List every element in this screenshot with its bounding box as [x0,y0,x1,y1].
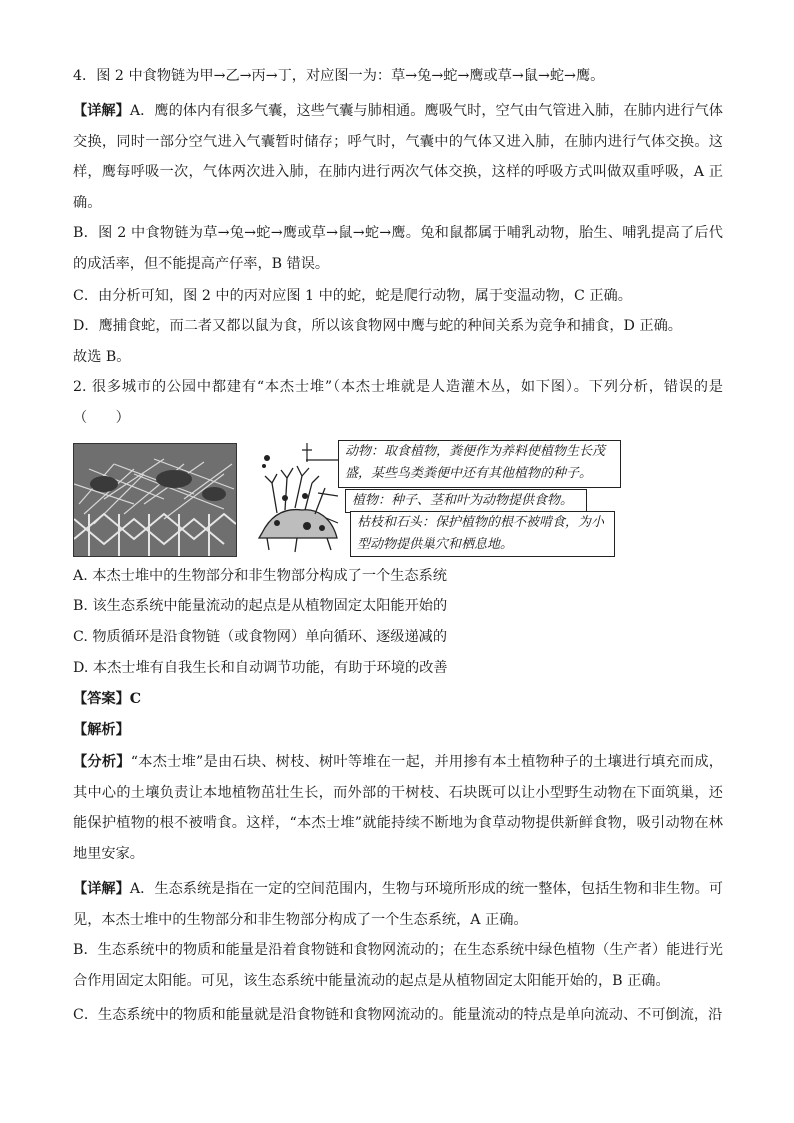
paragraph-detail-2a [73,874,723,935]
analysis-heading: 【解析】 [73,722,130,738]
paragraph-conclusion: 故选 B。 [73,349,131,365]
text-detail-2a: A．生态系统是指在一定的空间范围内，生物与环境所形成的统一整体，包括生物和非生物。可见，本杰士堆中的生物部分和非生物部分构成了一个生态系统，A 正确。 [73,881,723,928]
callout-plants: 植物：种子、茎和叶为动物提供食物。 [345,489,587,513]
paragraph-detail-d: D．鹰捕食蛇，而二者又都以鼠为食，所以该食物网中鹰与蛇的种间关系为竞争和捕食，D 正确。 [73,318,682,334]
paragraph-food-chain: 4．图 2 中食物链为甲→乙→丙→丁，对应图一为：草→兔→蛇→鹰或草→鼠→蛇→鹰。 [73,68,605,84]
benjes-hedge-figure [73,438,621,558]
paragraph-detail-2c: C．生态系统中的物质和能量就是沿食物链和食物网流动的。能量流动的特点是单向流动、不可倒流，沿 [73,1007,723,1023]
hedge-photo-image [74,444,236,556]
paragraph-detail-b: B．图 2 中食物链为草→兔→蛇→鹰或草→鼠→蛇→鹰。兔和鼠都属于哺乳动物，胎生、哺乳提高了后代的成活率，但不能提高产仔率，B 错误。 [73,225,723,272]
callout-branches-stones: 枯枝和石头：保护植物的根不被啃食，为小型动物提供巢穴和栖息地。 [350,511,615,557]
label-analysis: 【分析】 [73,754,131,770]
option-a: A. 本杰士堆中的生物部分和非生物部分构成了一个生态系统 [73,568,447,584]
option-b: B. 该生态系统中能量流动的起点是从植物固定太阳能开始的 [73,598,448,614]
hedge-photo [73,443,237,557]
label-detail-2: 【详解】 [73,881,130,897]
text-detail-a: A．鹰的体内有很多气囊，这些气囊与肺相通。鹰吸气时，空气由气管进入肺，在肺内进行气体交换，同时一部分空气进入气囊暂时储存；呼气时，气囊中的气体又进入肺，在肺内进行气体交换。这样，鹰每呼吸一次，气体两次进入肺，在肺内进行两次气体交换，这样的呼吸方式叫做双重呼吸，A 正确。 [73,103,723,211]
question-2-stem: 2. 很多城市的公园中都建有“本杰士堆”（本杰士堆就是人造灌木丛，如下图）。下列分析，错误的是（ ） [73,379,723,426]
paragraph-analysis [73,747,723,869]
paragraph-detail-c: C．由分析可知，图 2 中的丙对应图 1 中的蛇，蛇是爬行动物，属于变温动物，C 正确。 [73,288,632,304]
option-d: D. 本杰士堆有自我生长和自动调节功能，有助于环境的改善 [73,660,448,676]
paragraph-detail-a [73,96,723,218]
paragraph-detail-2b: B．生态系统中的物质和能量是沿着食物链和食物网流动的；在生态系统中绿色植物（生产者）能进行光合作用固定太阳能。可见，该生态系统中能量流动的起点是从植物固定太阳能开始的，B 正确。 [73,942,723,989]
text-analysis: “本杰士堆”是由石块、树枝、树叶等堆在一起，并用掺有本土植物种子的土壤进行填充而成，其中心的土壤负责让本地植物茁壮生长，而外部的干树枝、石块既可以让小型野生动物在下面筑巢，还能保护植物的根不被啃食。这样，“本杰士堆”就能持续不断地为食草动物提供新鲜食物，吸引动物在林地里安家。 [73,754,723,862]
label-detail: 【详解】 [73,103,130,119]
callout-animals: 动物：取食植物，粪便作为养料使植物生长茂盛，某些鸟类粪便中还有其他植物的种子。 [338,440,621,488]
answer-line: 【答案】C [73,691,142,707]
option-c: C. 物质循环是沿食物链（或食物网）单向循环、逐级递减的 [73,629,448,645]
